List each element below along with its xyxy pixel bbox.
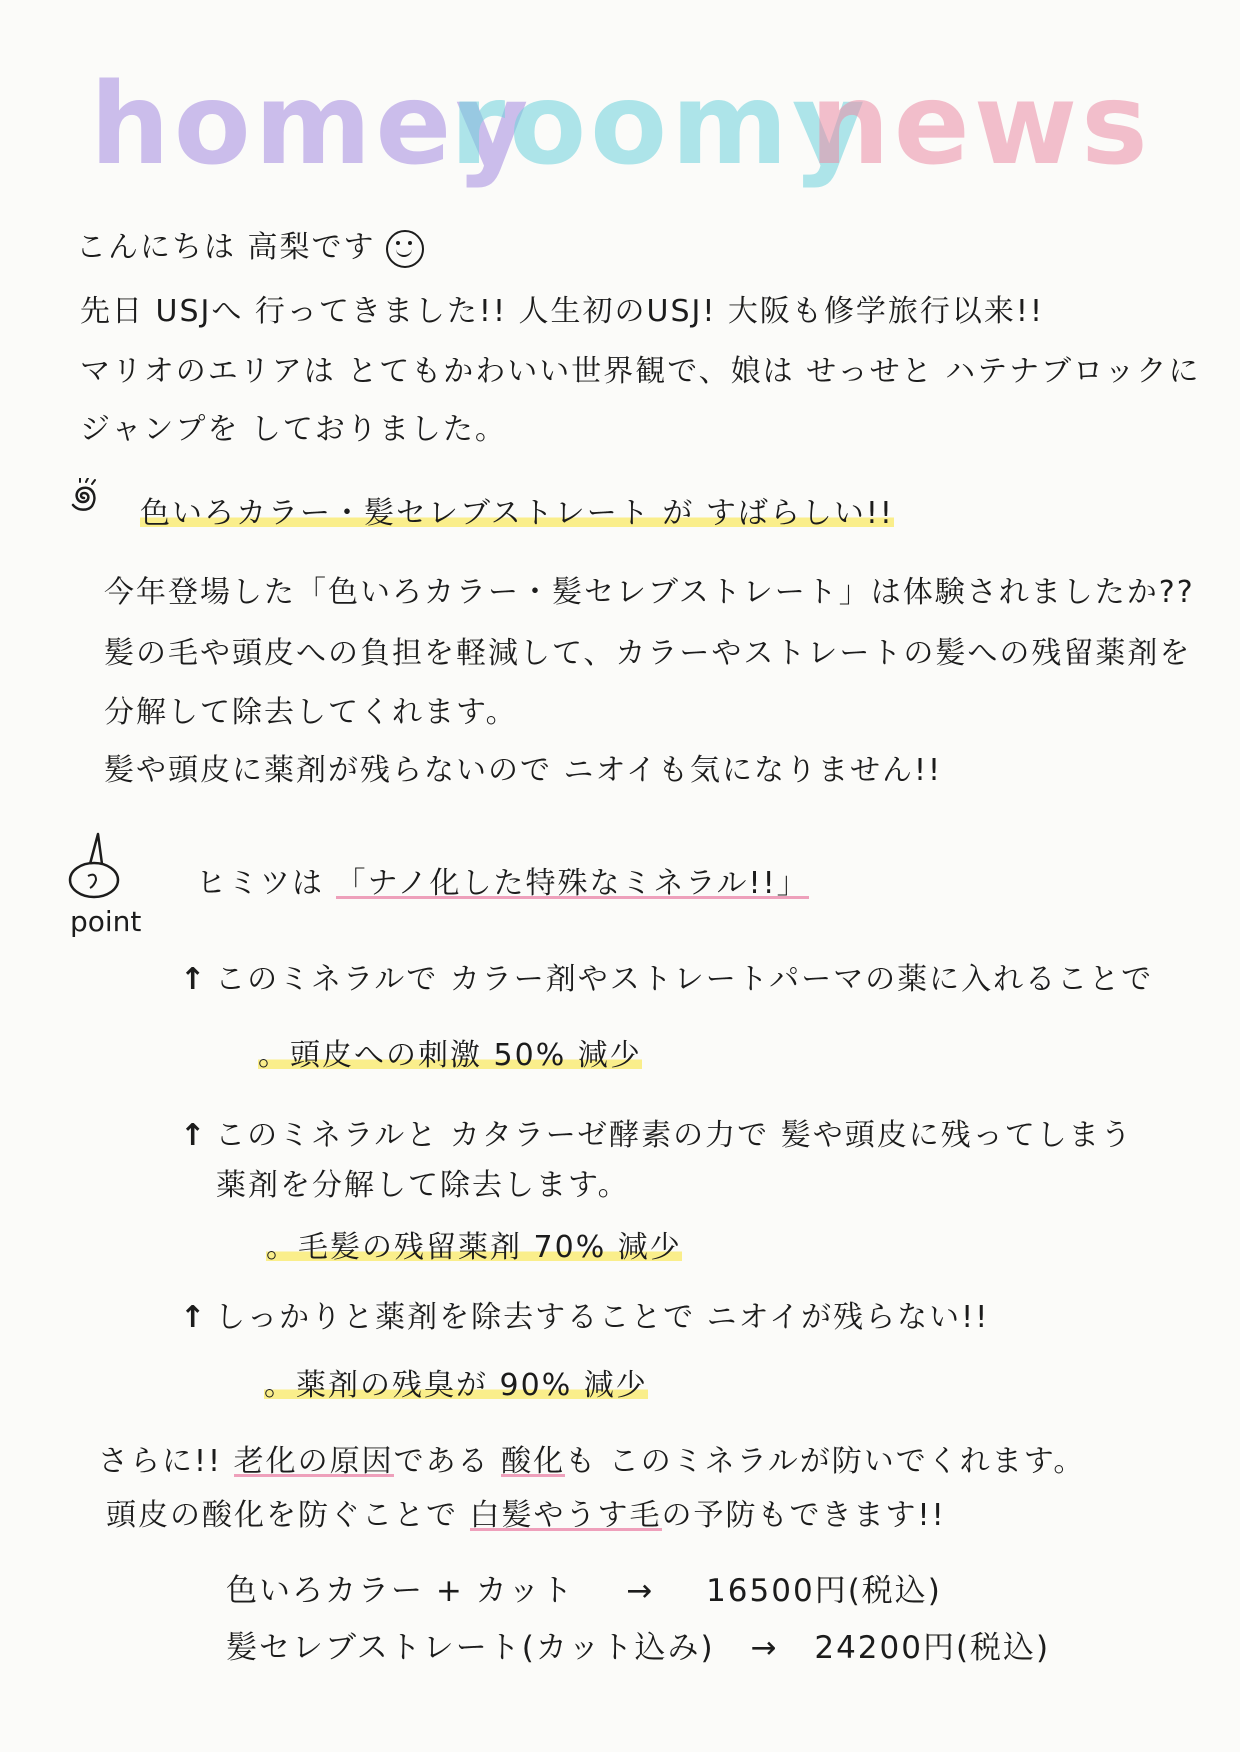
price-value: 24200円(税込) bbox=[814, 1630, 1051, 1666]
right-arrow-icon: → bbox=[626, 1573, 655, 1609]
price-row-2 bbox=[226, 1622, 1050, 1667]
point-bullet-2-cont: 薬剤を分解して除去します。 bbox=[216, 1168, 630, 1203]
section1-para-2: 髪の毛や頭皮への負担を軽減して、カラーやストレートの髪への残留薬剤を bbox=[104, 636, 1192, 671]
point-result-2 bbox=[266, 1222, 682, 1266]
masthead-word-roomy: roomy bbox=[450, 60, 869, 190]
point-result-3-text: 。薬剤の残臭が 90% 減少 bbox=[264, 1368, 648, 1403]
closing-1a: さらに!! bbox=[98, 1444, 223, 1479]
closing-2b: 白髪やうす毛 bbox=[469, 1498, 662, 1533]
point-heading bbox=[196, 858, 809, 902]
point-heading-highlight: 「ナノ化した特殊なミネラル!!」 bbox=[335, 866, 809, 901]
masthead-word-homey: homey bbox=[90, 60, 533, 190]
intro-line-2: マリオのエリアは とてもかわいい世界観で、娘は せっせと ハテナブロックに bbox=[80, 354, 1201, 389]
closing-line-1 bbox=[98, 1436, 1085, 1480]
masthead-word-news: news bbox=[810, 60, 1152, 190]
smiley-icon bbox=[386, 230, 424, 268]
masthead bbox=[90, 40, 1152, 190]
price-menu: 髪セレブストレート(カット込み) bbox=[226, 1630, 715, 1666]
point-result-1 bbox=[258, 1030, 642, 1074]
up-arrow-icon: ↑ bbox=[180, 1300, 208, 1335]
closing-line-2 bbox=[106, 1490, 946, 1534]
section1-heading-text: 色いろカラー・髪セレブストレート が すばらしい!! bbox=[140, 496, 894, 531]
point-bullet-1 bbox=[180, 954, 1153, 998]
point-bullet-3-text: しっかりと薬剤を除去することで ニオイが残らない!! bbox=[215, 1300, 990, 1335]
point-label: point bbox=[70, 905, 142, 938]
closing-2c: の予防もできます!! bbox=[661, 1498, 946, 1533]
closing-1b: 老化の原因 bbox=[233, 1444, 394, 1479]
price-menu: 色いろカラー + カット bbox=[226, 1573, 575, 1609]
section1-heading bbox=[140, 488, 894, 532]
point-result-2-text: 。毛髪の残留薬剤 70% 減少 bbox=[266, 1230, 682, 1265]
intro-line-1: 先日 USJへ 行ってきました!! 人生初のUSJ! 大阪も修学旅行以来!! bbox=[80, 294, 1044, 329]
point-bullet-2 bbox=[180, 1110, 1133, 1154]
closing-1d: 酸化 bbox=[501, 1444, 566, 1479]
right-arrow-icon: → bbox=[750, 1630, 779, 1666]
point-bullet-1-text: このミネラルで カラー剤やストレートパーマの薬に入れることで bbox=[215, 962, 1154, 997]
greeting-line bbox=[76, 222, 424, 268]
intro-line-3: ジャンプを しておりました。 bbox=[80, 412, 507, 447]
point-result-3 bbox=[264, 1360, 648, 1404]
up-arrow-icon: ↑ bbox=[180, 1118, 208, 1153]
closing-2a: 頭皮の酸化を防ぐことで bbox=[106, 1498, 458, 1533]
price-value: 16500円(税込) bbox=[706, 1573, 942, 1609]
section1-para-1: 今年登場した「色いろカラー・髪セレブストレート」は体験されましたか?? bbox=[104, 575, 1195, 610]
point-result-1-text: 。頭皮への刺激 50% 減少 bbox=[258, 1038, 642, 1073]
swirl-icon bbox=[66, 478, 102, 514]
point-bullet-2-text: このミネラルと カタラーゼ酵素の力で 髪や頭皮に残ってしまう bbox=[215, 1118, 1133, 1153]
price-row-1 bbox=[226, 1565, 942, 1610]
section1-para-4: 髪や頭皮に薬剤が残らないので ニオイも気になりません!! bbox=[104, 753, 943, 788]
up-arrow-icon: ↑ bbox=[180, 962, 208, 997]
point-bullet-3 bbox=[180, 1292, 989, 1336]
point-heading-prefix: ヒミツは bbox=[196, 866, 324, 901]
closing-1c: である bbox=[393, 1444, 490, 1479]
section1-para-3: 分解して除去してくれます。 bbox=[104, 695, 518, 730]
greeting-text: こんにちは 高梨です bbox=[76, 230, 376, 265]
closing-1e: も このミネラルが防いでくれます。 bbox=[565, 1444, 1086, 1479]
